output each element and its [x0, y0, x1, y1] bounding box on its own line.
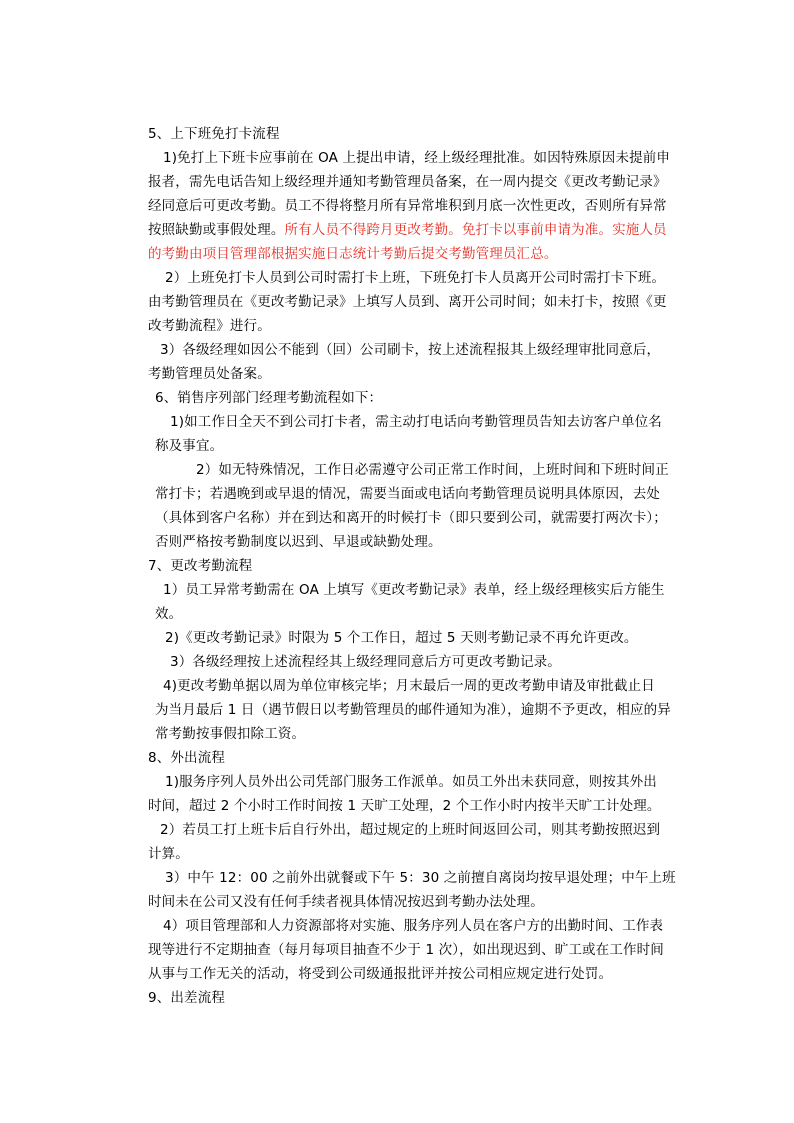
section-heading — [148, 988, 225, 1008]
paragraph-line — [148, 220, 667, 240]
text-segment: 1)服务序列人员外出公司凭部门服务工作派单。如员工外出未获同意，则按其外出 — [165, 774, 657, 790]
text-segment: 称及事宜。 — [155, 438, 224, 454]
paragraph-line — [155, 484, 660, 504]
text-segment: （具体到客户名称）并在到达和离开的时候打卡（即只要到公司，就需要打两次卡）； — [155, 510, 667, 526]
section-heading — [148, 748, 225, 768]
text-segment: 为当月最后 1 日（遇节假日以考勤管理员的邮件通知为准），逾期不予更改，相应的异 — [155, 702, 671, 718]
section-heading — [155, 388, 382, 408]
paragraph-line — [148, 940, 664, 960]
text-segment: 1）员工异常考勤需在 OA 上填写《更改考勤记录》表单，经上级经理核实后方能生 — [163, 582, 665, 598]
paragraph-line — [165, 628, 638, 648]
text-segment: 考勤管理员处备案。 — [148, 366, 271, 382]
highlighted-text: 所有人员不得跨月更改考勤。免打卡以事前申请为准。实施人员 — [284, 222, 667, 238]
paragraph-line — [148, 964, 612, 984]
paragraph-line — [148, 244, 558, 264]
text-segment: 否则严格按考勤制度以迟到、早退或缺勤处理。 — [155, 534, 442, 550]
text-segment: 2）上班免打卡人员到公司时需打卡上班，下班免打卡人员离开公司时需打卡下班。 — [165, 270, 666, 286]
paragraph-line — [148, 172, 667, 192]
text-segment: 常考勤按事假扣除工资。 — [155, 726, 306, 742]
paragraph-line — [160, 340, 660, 360]
highlighted-text: 的考勤由项目管理部根据实施日志统计考勤后提交考勤管理员汇总。 — [148, 246, 558, 262]
text-segment: 7、更改考勤流程 — [148, 558, 253, 574]
text-segment: 3）中午 12：00 之前外出就餐或下午 5：30 之前擅自离岗均按早退处理；中午上班 — [165, 870, 676, 886]
paragraph-line — [155, 508, 667, 528]
text-segment: 4）项目管理部和人力资源部将对实施、服务序列人员在客户方的出勤时间、工作表 — [163, 918, 664, 934]
paragraph-line — [165, 772, 657, 792]
paragraph-line — [148, 196, 667, 216]
text-segment: 时间未在公司又没有任何手续者视具体情况按迟到考勤办法处理。 — [148, 894, 544, 910]
text-segment: 效。 — [155, 606, 183, 622]
text-segment: 改考勤流程》进行。 — [148, 318, 271, 334]
paragraph-line — [155, 532, 442, 552]
text-segment: 3）各级经理如因公不能到（回）公司刷卡，按上述流程报其上级经理审批同意后， — [160, 342, 661, 358]
text-segment: 9、出差流程 — [148, 990, 225, 1006]
paragraph-line — [163, 580, 665, 600]
paragraph-line — [163, 148, 670, 168]
text-segment: 现等进行不定期抽查（每月每项目抽查不少于 1 次），如出现迟到、旷工或在工作时间 — [148, 942, 664, 958]
text-segment: 由考勤管理员在《更改考勤记录》上填写人员到、离开公司时间；如未打卡，按照《更 — [148, 294, 667, 310]
text-segment: 1)免打上下班卡应事前在 OA 上提出申请，经上级经理批准。如因特殊原因未提前申 — [163, 150, 671, 166]
paragraph-line — [155, 436, 223, 456]
paragraph-line — [170, 652, 561, 672]
text-segment: 6、销售序列部门经理考勤流程如下： — [155, 390, 383, 406]
paragraph-line — [148, 796, 661, 816]
paragraph-line — [170, 412, 662, 432]
text-segment: 计算。 — [148, 846, 189, 862]
paragraph-line — [155, 724, 305, 744]
text-segment: 2)《更改考勤记录》时限为 5 个工作日，超过 5 天则考勤记录不再允许更改。 — [165, 630, 638, 646]
text-segment: 4)更改考勤单据以周为单位审核完毕；月末最后一周的更改考勤申请及审批截止日 — [163, 678, 655, 694]
paragraph-line — [148, 364, 271, 384]
paragraph-line — [163, 916, 663, 936]
text-segment: 5、上下班免打卡流程 — [148, 126, 280, 142]
text-segment: 报者，需先电话告知上级经理并通知考勤管理员备案，在一周内提交《更改考勤记录》 — [148, 174, 667, 190]
text-segment: 3）各级经理按上述流程经其上级经理同意后方可更改考勤记录。 — [170, 654, 561, 670]
paragraph-line — [155, 604, 182, 624]
paragraph-line — [148, 844, 189, 864]
paragraph-line — [165, 268, 665, 288]
paragraph-line — [148, 292, 667, 312]
paragraph-line — [163, 676, 655, 696]
text-segment: 1)如工作日全天不到公司打卡者，需主动打电话向考勤管理员告知去访客户单位名 — [170, 414, 662, 430]
text-segment: 按照缺勤或事假处理。 — [148, 222, 285, 238]
paragraph-line — [160, 820, 660, 840]
section-heading — [148, 124, 280, 144]
paragraph-line — [196, 460, 669, 480]
section-heading — [148, 556, 252, 576]
text-segment: 从事与工作无关的活动，将受到公司级通报批评并按公司相应规定进行处罚。 — [148, 966, 613, 982]
text-segment: 2）若员工打上班卡后自行外出，超过规定的上班时间返回公司，则其考勤按照迟到 — [160, 822, 661, 838]
text-segment: 经同意后可更改考勤。员工不得将整月所有异常堆积到月底一次性更改，否则所有异常 — [148, 198, 667, 214]
text-segment: 时间，超过 2 个小时工作时间按 1 天旷工处理，2 个工作小时内按半天旷工计处理。 — [148, 798, 661, 814]
text-segment: 2）如无特殊情况，工作日必需遵守公司正常工作时间，上班时间和下班时间正 — [196, 462, 669, 478]
paragraph-line — [165, 868, 676, 888]
text-segment: 常打卡；若遇晚到或早退的情况，需要当面或电话向考勤管理员说明具体原因，去处 — [155, 486, 661, 502]
paragraph-line — [155, 700, 671, 720]
paragraph-line — [148, 892, 544, 912]
text-segment: 8、外出流程 — [148, 750, 225, 766]
paragraph-line — [148, 316, 271, 336]
